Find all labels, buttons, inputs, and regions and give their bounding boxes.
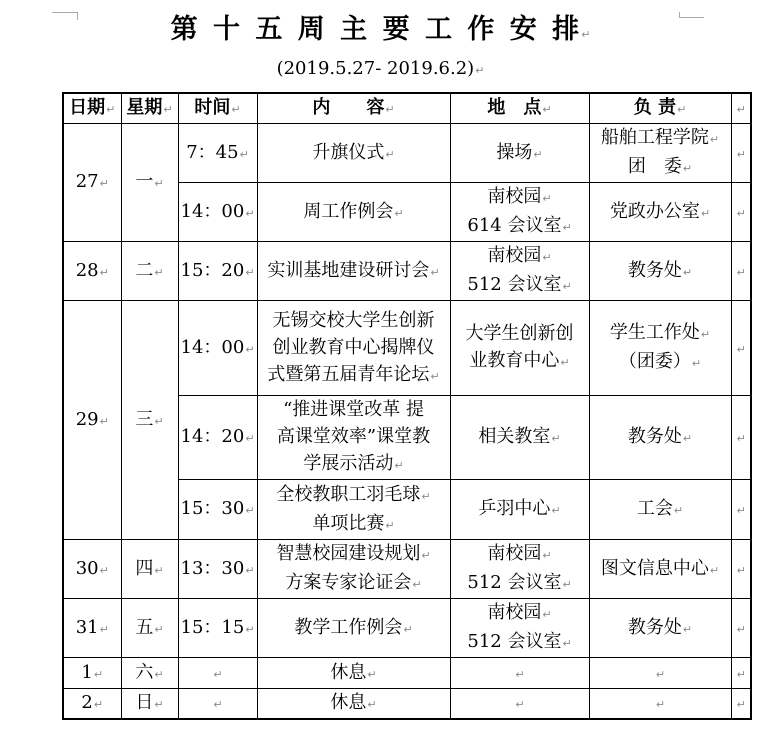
- end-of-row-mark: [731, 242, 751, 301]
- cell-line: [514, 692, 524, 713]
- cell-line: 14：00↵: [180, 200, 255, 222]
- document-title-text: 第 十 五 周 主 要 工 作 安 排: [170, 14, 581, 45]
- paragraph-mark: ↵: [154, 177, 164, 190]
- cell-week: [121, 658, 178, 689]
- cell-time: [178, 242, 257, 301]
- cell-line: 30↵: [75, 557, 109, 579]
- paragraph-mark: ↵: [245, 342, 255, 356]
- cell-line: 学展示活动↵: [303, 453, 404, 474]
- paragraph-mark: ↵: [691, 357, 702, 370]
- cell-content: [257, 540, 450, 599]
- cell-line: 二↵: [135, 259, 164, 281]
- cell-line: 党政办公室↵: [609, 200, 711, 222]
- table-row: [63, 689, 751, 720]
- cell-owner: [589, 242, 731, 301]
- paragraph-mark: ↵: [562, 280, 572, 293]
- cell-line: 船舶工程学院↵: [600, 127, 720, 148]
- cell-line: 学生工作处↵: [609, 322, 711, 343]
- paragraph-mark: ↵: [245, 622, 255, 636]
- paragraph-mark: ↵: [655, 698, 666, 711]
- paragraph-mark: ↵: [542, 549, 552, 562]
- table-row: [63, 540, 751, 599]
- paragraph-mark: ↵: [736, 563, 746, 577]
- table-header-row: [63, 93, 751, 124]
- cell-line: 7：45↵: [186, 141, 249, 163]
- cell-line: 512 会议室↵: [467, 631, 572, 652]
- paragraph-mark: ↵: [106, 103, 116, 116]
- cell-line: 2↵: [81, 692, 104, 713]
- end-of-row-mark: [731, 183, 751, 242]
- paragraph-mark: ↵: [562, 578, 572, 591]
- cell-line: 27↵: [75, 171, 109, 192]
- paragraph-mark: ↵: [99, 177, 109, 190]
- header-owner: [589, 93, 731, 124]
- cell-place: [450, 480, 589, 540]
- cell-line: 无锡交校大学生创新: [272, 309, 435, 331]
- end-of-row-mark: [731, 480, 751, 540]
- cell-line: 团 委↵: [627, 156, 693, 177]
- paragraph-mark: ↵: [245, 265, 255, 279]
- cell-content: [257, 599, 450, 658]
- end-of-row-mark: [731, 599, 751, 658]
- cell-owner: [589, 599, 731, 658]
- paragraph-mark: ↵: [154, 622, 164, 636]
- paragraph-mark: ↵: [709, 563, 720, 577]
- cell-date: [63, 689, 121, 720]
- paragraph-mark: ↵: [562, 637, 572, 650]
- cell-line: 14：20↵: [180, 426, 255, 447]
- schedule-table: [62, 92, 752, 720]
- cell-place: [450, 658, 589, 689]
- paragraph-mark: ↵: [245, 504, 255, 517]
- paragraph-mark: ↵: [736, 432, 746, 445]
- cell-line: 单项比赛↵: [312, 512, 395, 534]
- paragraph-mark: ↵: [213, 667, 223, 681]
- paragraph-mark: ↵: [736, 622, 746, 636]
- cell-date: [63, 124, 121, 242]
- end-of-row-mark: [731, 396, 751, 480]
- paragraph-mark: ↵: [551, 504, 561, 517]
- cell-line: 相关教室↵: [478, 426, 561, 447]
- header-content: [257, 93, 450, 124]
- cell-place: [450, 124, 589, 183]
- header-place: [450, 93, 589, 124]
- cell-line: 乒羽中心↵: [478, 498, 561, 519]
- cell-owner: [589, 396, 731, 480]
- paragraph-mark: ↵: [542, 103, 552, 116]
- cell-week: [121, 689, 178, 720]
- paragraph-mark: ↵: [655, 667, 666, 681]
- table-row: [63, 242, 751, 301]
- cell-content: [257, 183, 450, 242]
- paragraph-mark: ↵: [682, 162, 693, 175]
- document-title: [0, 12, 761, 53]
- cell-line: 15：15↵: [180, 616, 255, 638]
- table-body: [63, 124, 751, 720]
- paragraph-mark: ↵: [430, 265, 440, 279]
- header-date: [63, 93, 121, 124]
- cell-line: 内 容↵: [312, 97, 395, 118]
- paragraph-mark: ↵: [93, 667, 104, 681]
- cell-time: [178, 124, 257, 183]
- cell-line: 日↵: [135, 692, 164, 713]
- cell-date: [63, 658, 121, 689]
- cell-line: “推进课堂改革 提: [283, 399, 424, 420]
- cell-content: [257, 301, 450, 396]
- cell-owner: [589, 183, 731, 242]
- cell-line: 南校园↵: [487, 186, 552, 207]
- paragraph-mark: ↵: [154, 698, 164, 711]
- cell-line: 1↵: [81, 661, 104, 683]
- cell-date: [63, 242, 121, 301]
- paragraph-mark: ↵: [394, 206, 404, 220]
- cell-week: [121, 124, 178, 242]
- paragraph-mark: ↵: [430, 369, 440, 383]
- paragraph-mark: ↵: [421, 489, 431, 503]
- paragraph-mark: ↵: [736, 206, 746, 220]
- cell-line: 休息↵: [330, 692, 377, 713]
- paragraph-mark: ↵: [542, 608, 552, 621]
- cell-time: [178, 599, 257, 658]
- paragraph-mark: ↵: [245, 432, 255, 445]
- end-of-row-mark: [731, 689, 751, 720]
- cell-line: 操场↵: [496, 141, 543, 163]
- document-subtitle-text: (2019.5.27- 2019.6.2): [276, 58, 475, 79]
- cell-line: 28↵: [75, 259, 109, 281]
- cell-line: 教学工作例会↵: [294, 616, 413, 638]
- cell-line: 四↵: [135, 557, 164, 579]
- paragraph-mark: ↵: [403, 622, 413, 636]
- table-header: [63, 93, 751, 124]
- table-row: [63, 301, 751, 396]
- paragraph-mark: ↵: [367, 698, 377, 711]
- cell-owner: [589, 124, 731, 183]
- table-row: [63, 658, 751, 689]
- cell-line: 教务处↵: [627, 426, 693, 447]
- cell-content: [257, 242, 450, 301]
- cell-owner: [589, 658, 731, 689]
- cell-content: [257, 124, 450, 183]
- cell-line: [655, 662, 665, 683]
- cell-content: [257, 480, 450, 540]
- cell-owner: [589, 689, 731, 720]
- paragraph-mark: ↵: [231, 103, 241, 116]
- cell-time: [178, 658, 257, 689]
- cell-line: 14：00↵: [180, 336, 255, 358]
- cell-line: 13：30↵: [180, 557, 255, 579]
- end-of-row-mark: [731, 658, 751, 689]
- paragraph-mark: ↵: [736, 698, 746, 711]
- paragraph-mark: ↵: [154, 667, 164, 681]
- paragraph-mark: ↵: [245, 563, 255, 577]
- paragraph-mark: ↵: [99, 414, 109, 428]
- cell-line: 周工作例会↵: [303, 200, 404, 222]
- cell-line: 实训基地建设研讨会↵: [267, 259, 440, 281]
- cell-place: [450, 396, 589, 480]
- cell-line: 休息↵: [330, 661, 377, 683]
- cell-time: [178, 301, 257, 396]
- cell-line: 三↵: [135, 408, 164, 430]
- paragraph-mark: ↵: [682, 622, 693, 636]
- paragraph-mark: ↵: [239, 147, 249, 161]
- paragraph-mark: ↵: [562, 221, 572, 234]
- cell-line: 图文信息中心↵: [600, 557, 720, 579]
- paragraph-mark: ↵: [99, 563, 109, 577]
- cell-place: [450, 183, 589, 242]
- cell-line: 614 会议室↵: [467, 215, 572, 236]
- cell-line: [514, 662, 524, 683]
- cell-line: 南校园↵: [487, 245, 552, 266]
- cell-line: 升旗仪式↵: [312, 141, 395, 163]
- cell-content: [257, 658, 450, 689]
- cell-week: [121, 301, 178, 540]
- cell-place: [450, 599, 589, 658]
- cell-date: [63, 599, 121, 658]
- paragraph-mark: ↵: [736, 667, 746, 681]
- cell-line: 教务处↵: [627, 616, 693, 638]
- cell-content: [257, 689, 450, 720]
- cell-line: 星期↵: [126, 97, 173, 118]
- paragraph-mark: ↵: [736, 103, 746, 116]
- paragraph-mark: ↵: [154, 265, 164, 279]
- cell-owner: [589, 480, 731, 540]
- cell-line: 教务处↵: [627, 259, 693, 281]
- paragraph-mark: ↵: [677, 103, 687, 116]
- paragraph-mark: ↵: [421, 549, 431, 562]
- cell-line: 时间↵: [194, 97, 241, 118]
- cell-line: 高课堂效率”课堂教: [276, 426, 431, 447]
- cell-line: 日期↵: [69, 97, 116, 118]
- cell-owner: [589, 301, 731, 396]
- paragraph-mark: ↵: [99, 265, 109, 279]
- cell-line: [212, 662, 222, 683]
- paragraph-mark: ↵: [736, 342, 746, 356]
- paragraph-mark: ↵: [515, 667, 525, 681]
- paragraph-mark: ↵: [700, 328, 711, 341]
- cell-week: [121, 599, 178, 658]
- cell-line: 方案专家论证会↵: [285, 572, 422, 593]
- cell-line: 地 点↵: [487, 97, 552, 118]
- paragraph-mark: ↵: [736, 504, 746, 517]
- paragraph-mark: ↵: [736, 265, 746, 279]
- cell-line: 512 会议室↵: [467, 572, 572, 593]
- paragraph-mark: ↵: [700, 206, 711, 220]
- header-time: [178, 93, 257, 124]
- paragraph-mark: ↵: [154, 563, 164, 577]
- paragraph-mark: ↵: [515, 698, 525, 711]
- paragraph-mark: ↵: [709, 133, 720, 146]
- cell-line: 512 会议室↵: [467, 274, 572, 295]
- cell-place: [450, 689, 589, 720]
- cell-line: 29↵: [75, 408, 109, 430]
- end-of-row-mark: [731, 124, 751, 183]
- paragraph-mark: ↵: [245, 206, 255, 220]
- cell-place: [450, 301, 589, 396]
- table-row: [63, 124, 751, 183]
- paragraph-mark: ↵: [385, 103, 395, 116]
- paragraph-mark: ↵: [385, 147, 395, 161]
- cell-line: 南校园↵: [487, 543, 552, 564]
- cell-week: [121, 540, 178, 599]
- margin-crop-mark-left: [52, 12, 78, 20]
- paragraph-mark: ↵: [394, 459, 404, 472]
- cell-line: [212, 692, 222, 713]
- cell-line: 大学生创新创: [465, 323, 574, 344]
- cell-line: 式暨第五届青年论坛↵: [267, 363, 440, 385]
- paragraph-mark: ↵: [385, 518, 395, 532]
- cell-line: （团委）↵: [618, 351, 702, 372]
- cell-line: 南校园↵: [487, 602, 552, 623]
- header-week: [121, 93, 178, 124]
- paragraph-mark: ↵: [99, 622, 109, 636]
- paragraph-mark: ↵: [551, 432, 561, 445]
- cell-time: [178, 396, 257, 480]
- cell-time: [178, 183, 257, 242]
- cell-line: 31↵: [75, 616, 109, 638]
- end-of-row-mark: [731, 301, 751, 396]
- paragraph-mark: ↵: [475, 64, 485, 77]
- paragraph-mark: ↵: [682, 432, 693, 445]
- cell-line: 智慧校园建设规划↵: [276, 543, 431, 564]
- cell-date: [63, 301, 121, 540]
- cell-place: [450, 540, 589, 599]
- cell-line: 负 责↵: [633, 97, 687, 118]
- cell-line: 15：30↵: [180, 498, 255, 519]
- paragraph-mark: ↵: [154, 414, 164, 428]
- paragraph-mark: ↵: [533, 147, 543, 161]
- end-of-row-mark: [731, 540, 751, 599]
- cell-time: [178, 540, 257, 599]
- cell-content: [257, 396, 450, 480]
- document-subtitle: [0, 57, 761, 83]
- cell-place: [450, 242, 589, 301]
- cell-date: [63, 540, 121, 599]
- paragraph-mark: ↵: [673, 504, 684, 517]
- margin-crop-mark-right: [679, 12, 704, 18]
- cell-week: [121, 242, 178, 301]
- cell-line: 五↵: [135, 616, 164, 638]
- cell-line: 工会↵: [636, 498, 684, 519]
- cell-line: 创业教育中心揭牌仪: [272, 336, 435, 358]
- end-of-row-mark: [731, 93, 751, 124]
- paragraph-mark: ↵: [163, 103, 173, 116]
- cell-time: [178, 480, 257, 540]
- paragraph-mark: ↵: [542, 192, 552, 205]
- paragraph-mark: ↵: [736, 147, 746, 161]
- paragraph-mark: ↵: [542, 251, 552, 264]
- cell-line: 全校教职工羽毛球↵: [276, 483, 431, 505]
- paragraph-mark: ↵: [412, 578, 422, 591]
- cell-line: 六↵: [135, 661, 164, 683]
- cell-line: 业教育中心↵: [469, 350, 570, 371]
- cell-line: 15：20↵: [180, 259, 255, 281]
- cell-owner: [589, 540, 731, 599]
- paragraph-mark: ↵: [682, 265, 693, 279]
- paragraph-mark: ↵: [93, 698, 104, 711]
- paragraph-mark: ↵: [367, 667, 377, 681]
- cell-line: [655, 692, 665, 713]
- table-row: [63, 599, 751, 658]
- cell-line: 一↵: [135, 171, 164, 192]
- paragraph-mark: ↵: [213, 698, 223, 711]
- paragraph-mark: ↵: [560, 356, 570, 369]
- cell-time: [178, 689, 257, 720]
- paragraph-mark: ↵: [581, 28, 591, 41]
